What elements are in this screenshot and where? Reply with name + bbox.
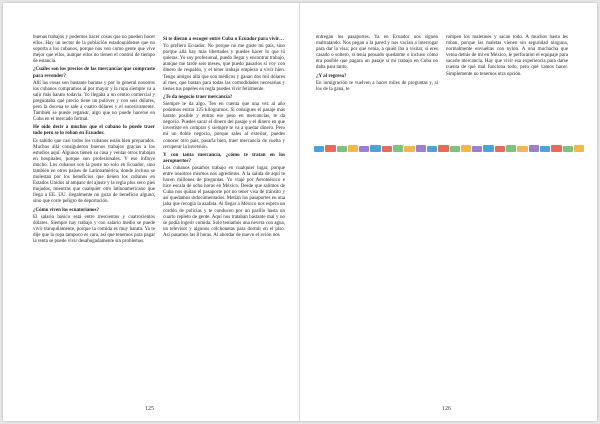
page-number: 126 [442, 406, 451, 412]
banner-strip [438, 145, 448, 152]
paragraph: entregan los pasaportes. Ya en Ecuador nos siguen maltratando. Nos pegan a la pared y nos vacían a interrogar para dar la visa; por qué venía, a quién iba a visitar, si eres casado o soltero, si tenía pensado quedarme o incluso cómo era posible que pagara un pasaje si mi trabajo en Cuba no daba para tanto. [316, 35, 438, 71]
banner-strip [370, 145, 380, 152]
page-left-column-1 [33, 35, 155, 247]
page-right-column-1 [316, 35, 438, 94]
banner-strip [359, 146, 369, 152]
banner-strip [529, 145, 539, 152]
page-right-column-2 [446, 35, 568, 79]
decorative-banner [314, 145, 584, 154]
question-heading: ¿Cuáles son los precios de las mercancías que compraste para revender? [33, 67, 155, 79]
paragraph: El salario básico está entre trescientos y cuatrocientos dólares. Siempre hay trabajo y con salario medio se puede vivir tranquilamente, porque la comida es muy barata. Ya te dije que la ropa tampoco es cara, así que tenemos para pagar la renta se puede vivir desahogadamente sin problemas. [33, 214, 155, 244]
book-spread [3, 3, 597, 421]
banner-strip [574, 145, 584, 152]
question-heading: ¿Cómo viven los ecuatorianos? [33, 207, 99, 213]
banner-strip [325, 145, 335, 152]
paragraph: buenas trabajos y podemos hacer cosas que no pueden hacer ellos. Hay un sector de la población estadounidense que no soporta a los cubanos, porque nos ven como gente que vive mejor que ellos, aunque ellos no tienen el control de tiempo de estancia. [33, 35, 155, 65]
banner-strip [495, 146, 505, 152]
banner-strip [483, 145, 493, 152]
banner-strip [314, 146, 324, 152]
page-number: 125 [145, 406, 154, 412]
banner-strip [517, 146, 527, 152]
paragraph: En inmigración te vuelven a hacer miles de preguntas y, si los de la gana, te [316, 80, 438, 92]
banner-strip [563, 146, 573, 152]
banner-strip [348, 145, 358, 152]
banner-strip [450, 146, 460, 152]
paragraph: Siempre te da algo. Ten en cuenta que una vez al año podemos entrar 125 kilogramos. Si consigues el pasaje más barato posible y entras ese peso en mercancías, te da negocio. Puedes sacar el dinero del pasaje y el dinero en que invertiste en comprar y siempre te va a quedar dinero. Pero mí un doble negocio, porque sales al exterior, puedes conocer otro país, pasarla bien, traer mercancía de vuelta y recuperar la inversión. [163, 101, 285, 150]
banner-strip [393, 145, 403, 152]
banner-strip [337, 146, 347, 152]
banner-strip [404, 146, 414, 152]
question-heading: ¿Y al regreso? [316, 73, 347, 79]
page-left-column-2 [163, 35, 285, 241]
banner-strip [382, 146, 392, 152]
banner-strip [540, 146, 550, 152]
banner-strip [416, 145, 426, 152]
banner-strip [551, 145, 561, 152]
page-right [300, 3, 597, 421]
question-heading: ¿Te da negocio traer mercancía? [163, 94, 233, 100]
paragraph: Allí las cosas son bastante baratas y por lo general nosotros los cubanos compramos al por mayor y la ropa siempre va a salir más barato todavía. Yo llegaba a un centro comercial y preguntaba qué precio tiene un pulóver y con seis dólares, pero la docena te sale a cuatro dólares y el sucesivamente. También se puede regatear, algo que no puede hacerse en Cuba en el mercado formal. [33, 80, 155, 123]
banner-strip [472, 146, 482, 152]
paragraph: Es sabido que casi todos los cubanos están bien preparados. Muchos allá consiguieron buenos trabajos gracias a los estudios aquí. Algunos tienen su casa y ventas otros trabajan en hospitales, porque son profesionales. Y eso influye mucho. Los cubanos son la poste no solo en Ecuador, sino también en otros países de Latinoamérica, donde incluso se molestan por los beneficios que tienen los cubanos en Estados Unidos al amparo del ajuste y la regla plus seco pies mojados, mientras que cualquier otro latinoamericano que llega a EE. UU. ilegalmente no goza de beneficio alguno, sino que corre peligro de deportación. [33, 138, 155, 205]
paragraph: rompen los maletines y sacan todo. A muchos hasta les roban, porque las maletas vienen sin seguridad ninguna, normalmente envueltas con nylon. A una muchacha que venía detrás de mí en México, le perforaron el equipaje para sacarle mercancía. Hay que vivir esa experiencia para darse cuenta de qué mal funciona todo, pero qué vamos hacer. Simplemente no tenemos otra opción. [446, 35, 568, 77]
banner-strip [427, 146, 437, 152]
paragraph: Los cubanos pasamos trabajo en cualquier lugar, porque entre nosotros mismos nos agredimos. A la salida de aquí te hacen millones de preguntas. Yo viajé por Aeroméxico e hice escala de ocho horas en México. Desde que salimos de Cuba nos quitan el pasaporte por no tener visa de tránsito y así quedamos indocumentados. Metían los pasaportes en una jaba que recogía la azafata. Al llegar a México nos espera un cordón de policías y te conducen por un pasillo hasta un cuarto repleto de gente. Aquí nos trataban bastante mal y no se podía ingerir comida. Solo teníamos una nevera con agua, un televisor y algunos colchonetas para dormir en el piso. Así pasamos las 8 horas. Al abordar de nuevo el avión nos [163, 165, 285, 238]
question-heading: He oído decir a muchos que el cubano lo puede traer todo pero se lo roban en Ecuador. [33, 125, 155, 137]
page-left [3, 3, 300, 421]
question-heading: Si te dieran a escoger entre Cuba o Ecuador para vivir… [163, 37, 285, 42]
question-heading: Y con tanta mercancía, ¿cómo te tratan en los aeropuertos? [163, 152, 285, 164]
banner-strip [461, 145, 471, 152]
paragraph: Yo prefiero Ecuador. No porque no me guste mi país, sino porque allá hay más libertades y puedes hacer lo que tú quieras. Yo soy profesional, puedo llegar y encontrar trabajo, aunque me tarde seis meses, que puedo pasarlos si voy con dinero de respaldo, y el tener trabajo empiezo a vivir bien. Tengo amigos allá que son médicos y ganan dos mil dólares al mes, que bastan para todas las comodidades necesarias y tienes tus papeles en regla puedes vivir felizmente. [163, 44, 285, 92]
banner-strip [506, 145, 516, 152]
